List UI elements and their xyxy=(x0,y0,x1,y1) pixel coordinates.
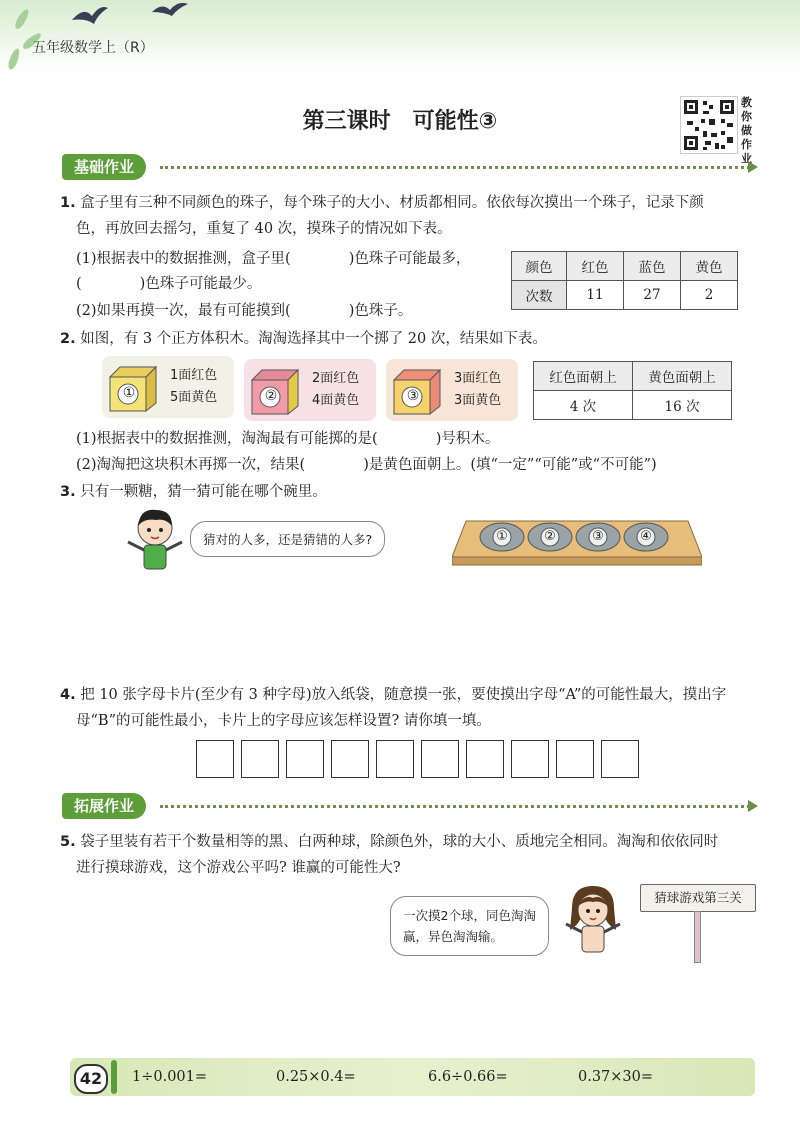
swallow-icon xyxy=(150,0,190,20)
table-cell: 红色面朝上 xyxy=(534,362,633,391)
cube-label: 1面红色 xyxy=(170,368,218,383)
footer-accent-bar xyxy=(111,1060,117,1094)
table-cell: 红色 xyxy=(567,252,624,281)
bowl-number: ④ xyxy=(640,529,652,544)
bubble-line: 一次摸2个球，同色淘淘 xyxy=(403,908,536,923)
girl-avatar-icon xyxy=(560,884,626,960)
arrow-right-icon xyxy=(748,161,758,173)
q1-table xyxy=(511,251,738,310)
table-cell: 次数 xyxy=(512,281,567,310)
calc-exercise: 0.25×0.4= xyxy=(276,1069,356,1085)
q4-text-line1: 4. 把 10 张字母卡片(至少有 3 种字母)放入纸袋，随意摸一张，要使摸出字母“A”的可能性最大，摸出字 xyxy=(60,687,727,703)
section-divider xyxy=(160,805,750,808)
question-number: 2. xyxy=(60,331,76,347)
letter-card-box[interactable] xyxy=(466,740,504,778)
q5-text-line2: 进行摸球游戏，这个游戏公平吗? 谁赢的可能性大? xyxy=(76,860,401,876)
table-cell: 11 xyxy=(567,281,624,310)
cube-label: 4面黄色 xyxy=(312,393,360,408)
cube-label: 5面黄色 xyxy=(170,390,218,405)
q2-sub1: (1)根据表中的数据推测，淘淘最有可能掷的是( )号积木。 xyxy=(76,431,500,447)
q2-text-line1: 2. 如图，有 3 个正方体积木。淘淘选择其中一个掷了 20 次，结果如下表。 xyxy=(60,331,547,347)
table-cell: 蓝色 xyxy=(624,252,681,281)
cube-number: ① xyxy=(122,385,136,401)
q2-table xyxy=(533,361,732,420)
section-basic-tag: 基础作业 xyxy=(62,154,146,180)
calc-exercise: 1÷0.001= xyxy=(132,1069,208,1085)
table-row xyxy=(512,252,738,281)
qr-label: 教你做作业 xyxy=(741,96,752,165)
letter-card-box[interactable] xyxy=(196,740,234,778)
cube-label: 3面黄色 xyxy=(454,393,502,408)
speech-bubble: 猜对的人多，还是猜错的人多? xyxy=(190,521,385,557)
calc-exercise: 0.37×30= xyxy=(578,1069,654,1085)
game-sign xyxy=(640,884,756,912)
table-row xyxy=(534,362,732,391)
letter-card-box[interactable] xyxy=(286,740,324,778)
q1-text-line2: 色，再放回去摇匀，重复了 40 次，摸珠子的情况如下表。 xyxy=(76,221,452,237)
q1-sub2: (2)如果再摸一次，最有可能摸到( )色珠子。 xyxy=(76,303,413,319)
q1-sub1-line2: ( )色珠子可能最少。 xyxy=(76,276,262,292)
page-title: 第三课时 可能性③ xyxy=(302,109,498,134)
cube-number: ③ xyxy=(406,388,420,404)
q5-text-line1: 5. 袋子里装有若干个数量相等的黑、白两种球，除颜色外，球的大小、质地完全相同。淘淘和依依同时 xyxy=(60,834,719,850)
table-cell: 16 次 xyxy=(633,391,732,420)
letter-card-box[interactable] xyxy=(601,740,639,778)
table-cell: 4 次 xyxy=(534,391,633,420)
calc-exercise: 6.6÷0.66= xyxy=(428,1069,508,1085)
q4-text-line2: 母“B”的可能性最小，卡片上的字母应该怎样设置? 请你填一填。 xyxy=(76,713,491,729)
letter-card-box[interactable] xyxy=(331,740,369,778)
speech-bubble xyxy=(390,896,549,956)
grade-label: 五年级数学上（R） xyxy=(32,40,154,56)
question-number: 3. xyxy=(60,484,76,500)
section-divider xyxy=(160,166,750,169)
section-extended-tag: 拓展作业 xyxy=(62,793,146,819)
qr-code-icon[interactable] xyxy=(680,96,738,154)
sign-post xyxy=(694,911,701,963)
letter-card-box[interactable] xyxy=(511,740,549,778)
table-row xyxy=(512,281,738,310)
q1-text-line1: 1. 盒子里有三种不同颜色的珠子，每个珠子的大小、材质都相同。依依每次摸出一个珠子，记录下颜 xyxy=(60,195,704,211)
bowl-number: ① xyxy=(496,529,508,544)
table-cell: 黄色面朝上 xyxy=(633,362,732,391)
sign-label: 猜球游戏第三关 xyxy=(654,890,742,905)
swallow-icon xyxy=(70,2,110,28)
table-cell: 颜色 xyxy=(512,252,567,281)
table-cell: 黄色 xyxy=(681,252,738,281)
page-number: 42 xyxy=(74,1064,108,1094)
header-band xyxy=(0,0,800,70)
letter-card-box[interactable] xyxy=(556,740,594,778)
cube-label: 2面红色 xyxy=(312,371,360,386)
bowl-number: ③ xyxy=(592,529,604,544)
letter-card-box[interactable] xyxy=(376,740,414,778)
arrow-right-icon xyxy=(748,800,758,812)
question-number: 4. xyxy=(60,687,76,703)
table-cell: 2 xyxy=(681,281,738,310)
letter-card-box[interactable] xyxy=(421,740,459,778)
q2-sub2: (2)淘淘把这块积木再掷一次，结果( )是黄色面朝上。(填“一定”“可能”或“不可能”) xyxy=(76,457,657,473)
letter-card-box[interactable] xyxy=(241,740,279,778)
q3-text-line1: 3. 只有一颗糖，猜一猜可能在哪个碗里。 xyxy=(60,484,327,500)
q1-sub1-line1: (1)根据表中的数据推测，盒子里( )色珠子可能最多， xyxy=(76,251,471,267)
boy-avatar-icon xyxy=(122,506,188,572)
bowl-number: ② xyxy=(544,529,556,544)
bowls-on-board-icon xyxy=(452,511,702,567)
table-cell: 27 xyxy=(624,281,681,310)
table-row xyxy=(534,391,732,420)
bubble-line: 赢，异色淘淘输。 xyxy=(403,929,504,944)
question-number: 5. xyxy=(60,834,76,850)
cube-number: ② xyxy=(264,388,278,404)
question-number: 1. xyxy=(60,195,76,211)
cube-label: 3面红色 xyxy=(454,371,502,386)
